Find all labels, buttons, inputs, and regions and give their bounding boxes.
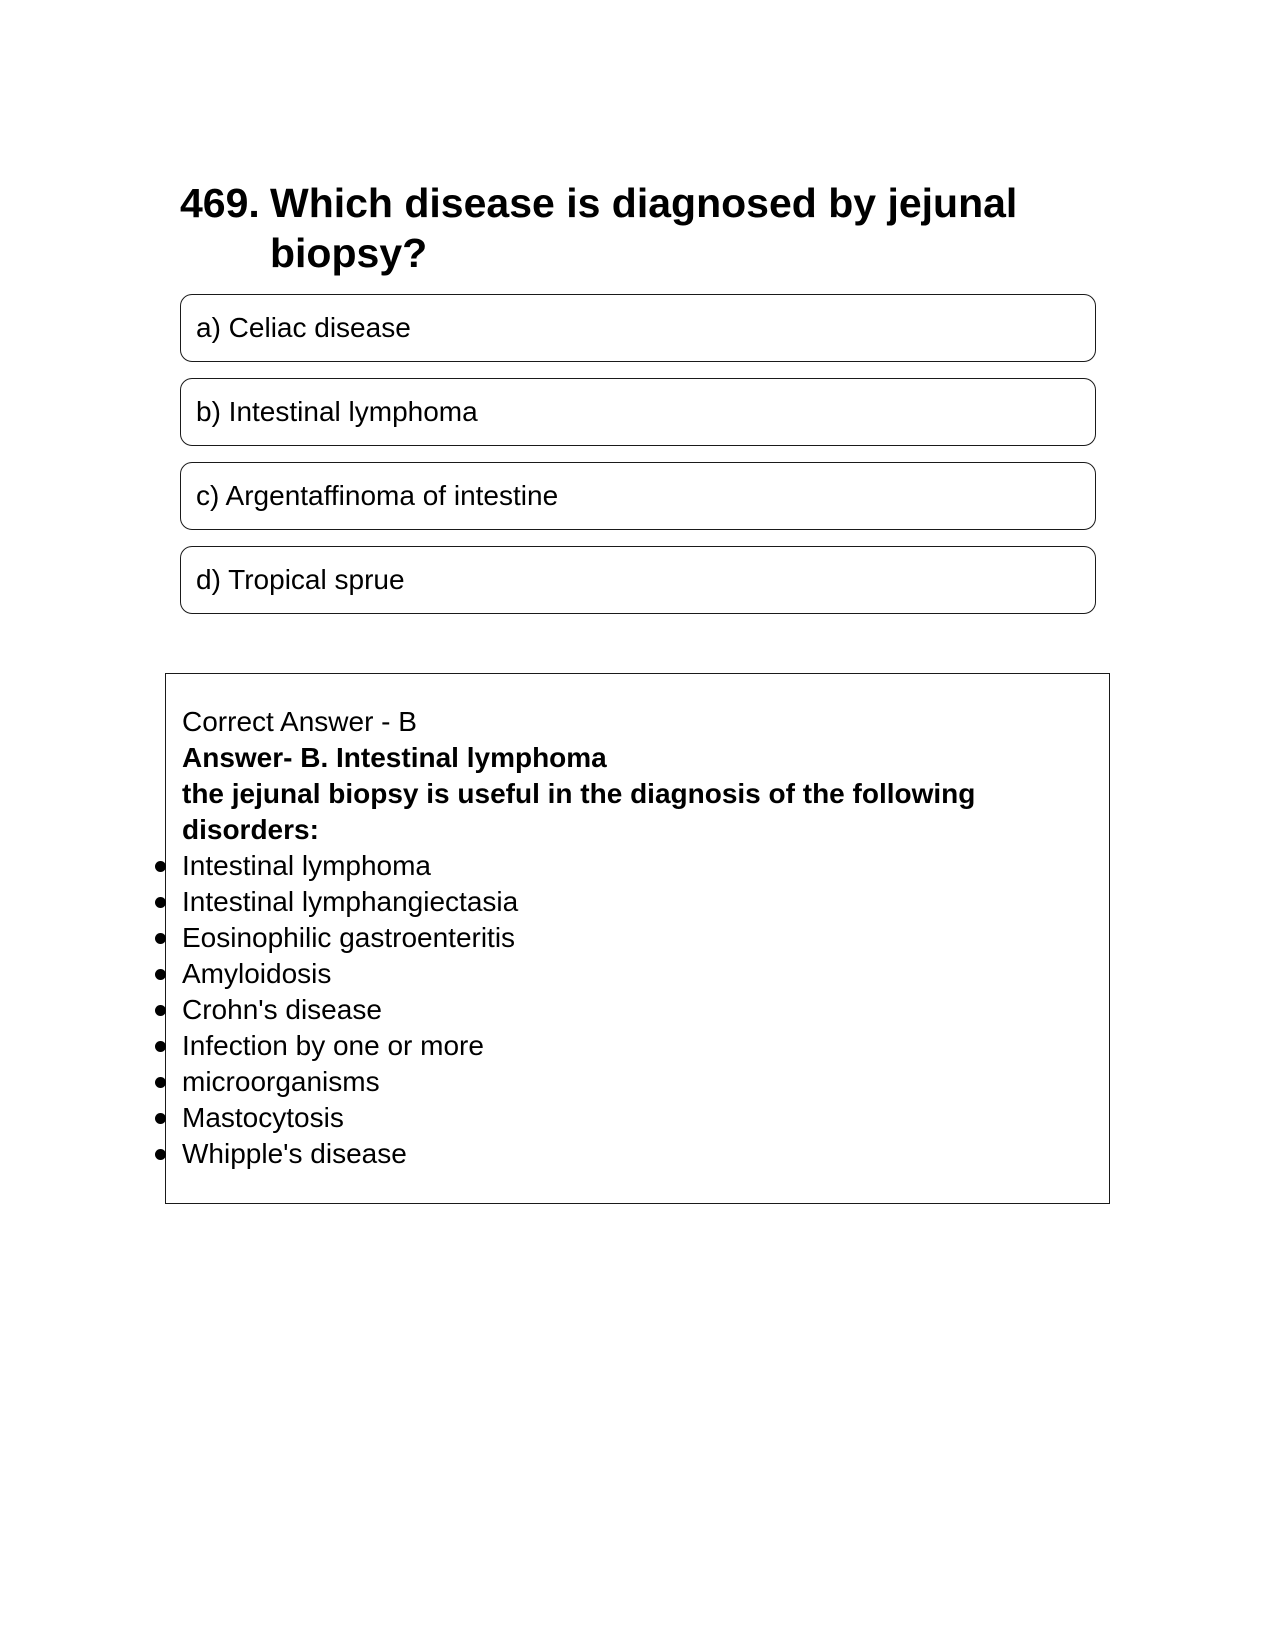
question-text: Which disease is diagnosed by jejunal biopsy? [270,180,1018,276]
answer-heading: Answer- B. Intestinal lymphoma [182,742,607,773]
bullet-icon [155,861,166,872]
answer-content [182,704,1082,1172]
bullet-icon [155,933,166,944]
list-item [182,1100,1082,1136]
list-item [182,848,1082,884]
list-item-text: Eosinophilic gastroenteritis [182,922,516,953]
option-b-label: b) Intestinal lymphoma [196,396,478,427]
list-item-text: Crohn's disease [182,994,382,1025]
option-b[interactable] [180,378,1096,446]
list-item-text: Infection by one or more [182,1030,484,1061]
list-item-text: Amyloidosis [182,958,332,989]
options-list [180,294,1096,630]
question-number: 469. [180,180,260,226]
option-a[interactable] [180,294,1096,362]
list-item-text: microorganisms [182,1066,380,1097]
answer-box [165,673,1110,1204]
list-item [182,1136,1082,1172]
bullet-icon [155,1077,166,1088]
question-heading [180,178,1080,278]
bullet-icon [155,1113,166,1124]
bullet-icon [155,969,166,980]
option-c[interactable] [180,462,1096,530]
list-item-text: Intestinal lymphangiectasia [182,886,519,917]
bullet-icon [155,1041,166,1052]
list-item-text: Whipple's disease [182,1138,407,1169]
option-a-label: a) Celiac disease [196,312,411,343]
list-item [182,884,1082,920]
bullet-icon [155,1005,166,1016]
list-item [182,1064,1082,1100]
list-item [182,992,1082,1028]
list-item [182,956,1082,992]
bullet-icon [155,1149,166,1160]
disorder-list [182,848,1082,1172]
option-c-label: c) Argentaffinoma of intestine [196,480,559,511]
list-item-text: Mastocytosis [182,1102,344,1133]
explanation-intro: the jejunal biopsy is useful in the diagnosis of the following disorders: [182,778,976,845]
option-d[interactable] [180,546,1096,614]
option-d-label: d) Tropical sprue [196,564,405,595]
correct-answer-line: Correct Answer - B [182,706,417,737]
list-item [182,1028,1082,1064]
list-item-text: Intestinal lymphoma [182,850,432,881]
bullet-icon [155,897,166,908]
list-item [182,920,1082,956]
